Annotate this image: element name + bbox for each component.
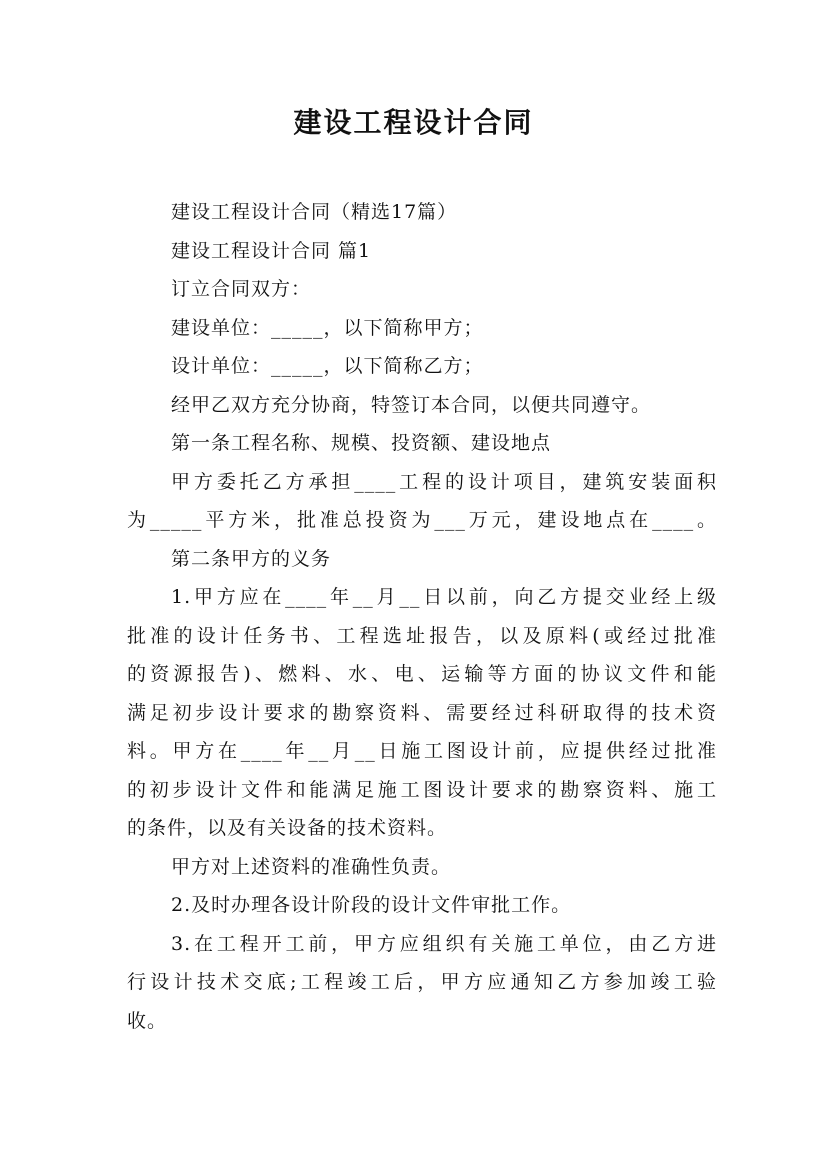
paragraph-line: 的资源报告)、燃料、水、电、运输等方面的协议文件和能: [127, 663, 717, 685]
paragraph-line: 1.甲方应在____年__月__日以前，向乙方提交业经上级: [171, 586, 717, 608]
paragraph-line: 甲方对上述资料的准确性负责。: [171, 855, 452, 878]
paragraph-line: 建设单位：_____，以下简称甲方；: [171, 316, 484, 339]
paragraph-line: 经甲乙双方充分协商，特签订本合同，以便共同遵守。: [171, 393, 652, 416]
paragraph-line: 甲方委托乙方承担____工程的设计项目，建筑安装面积: [171, 470, 717, 493]
paragraph-line: 的初步设计文件和能满足施工图设计要求的勘察资料、施工: [127, 778, 717, 801]
document-body: [127, 193, 717, 1040]
paragraph-line: 为_____平方米，批准总投资为___万元，建设地点在____。: [127, 509, 717, 531]
paragraph-line: 批准的设计任务书、工程选址报告，以及原料(或经过批准: [127, 624, 717, 647]
paragraph-line: 3.在工程开工前，甲方应组织有关施工单位，由乙方进: [171, 932, 717, 955]
paragraph-line: 建设工程设计合同（精选17篇）: [171, 201, 458, 223]
section-heading: 第二条甲方的义务: [171, 547, 332, 570]
paragraph-line: 订立合同双方：: [171, 278, 312, 300]
paragraph-line: 设计单位：_____，以下简称乙方；: [171, 355, 484, 377]
paragraph-line: 料。甲方在____年__月__日施工图设计前，应提供经过批准: [127, 740, 717, 762]
paragraph-line: 收。: [127, 1009, 168, 1032]
document-title: 建设工程设计合同: [293, 106, 534, 139]
paragraph-line: 建设工程设计合同 篇1: [171, 239, 372, 262]
paragraph-line: 满足初步设计要求的勘察资料、需要经过科研取得的技术资: [127, 701, 717, 724]
section-heading: 第一条工程名称、规模、投资额、建设地点: [171, 432, 552, 454]
paragraph-line: 行设计技术交底;工程竣工后，甲方应通知乙方参加竣工验: [127, 971, 717, 993]
paragraph-line: 的条件，以及有关设备的技术资料。: [127, 817, 448, 839]
paragraph-line: 2.及时办理各设计阶段的设计文件审批工作。: [171, 894, 572, 916]
